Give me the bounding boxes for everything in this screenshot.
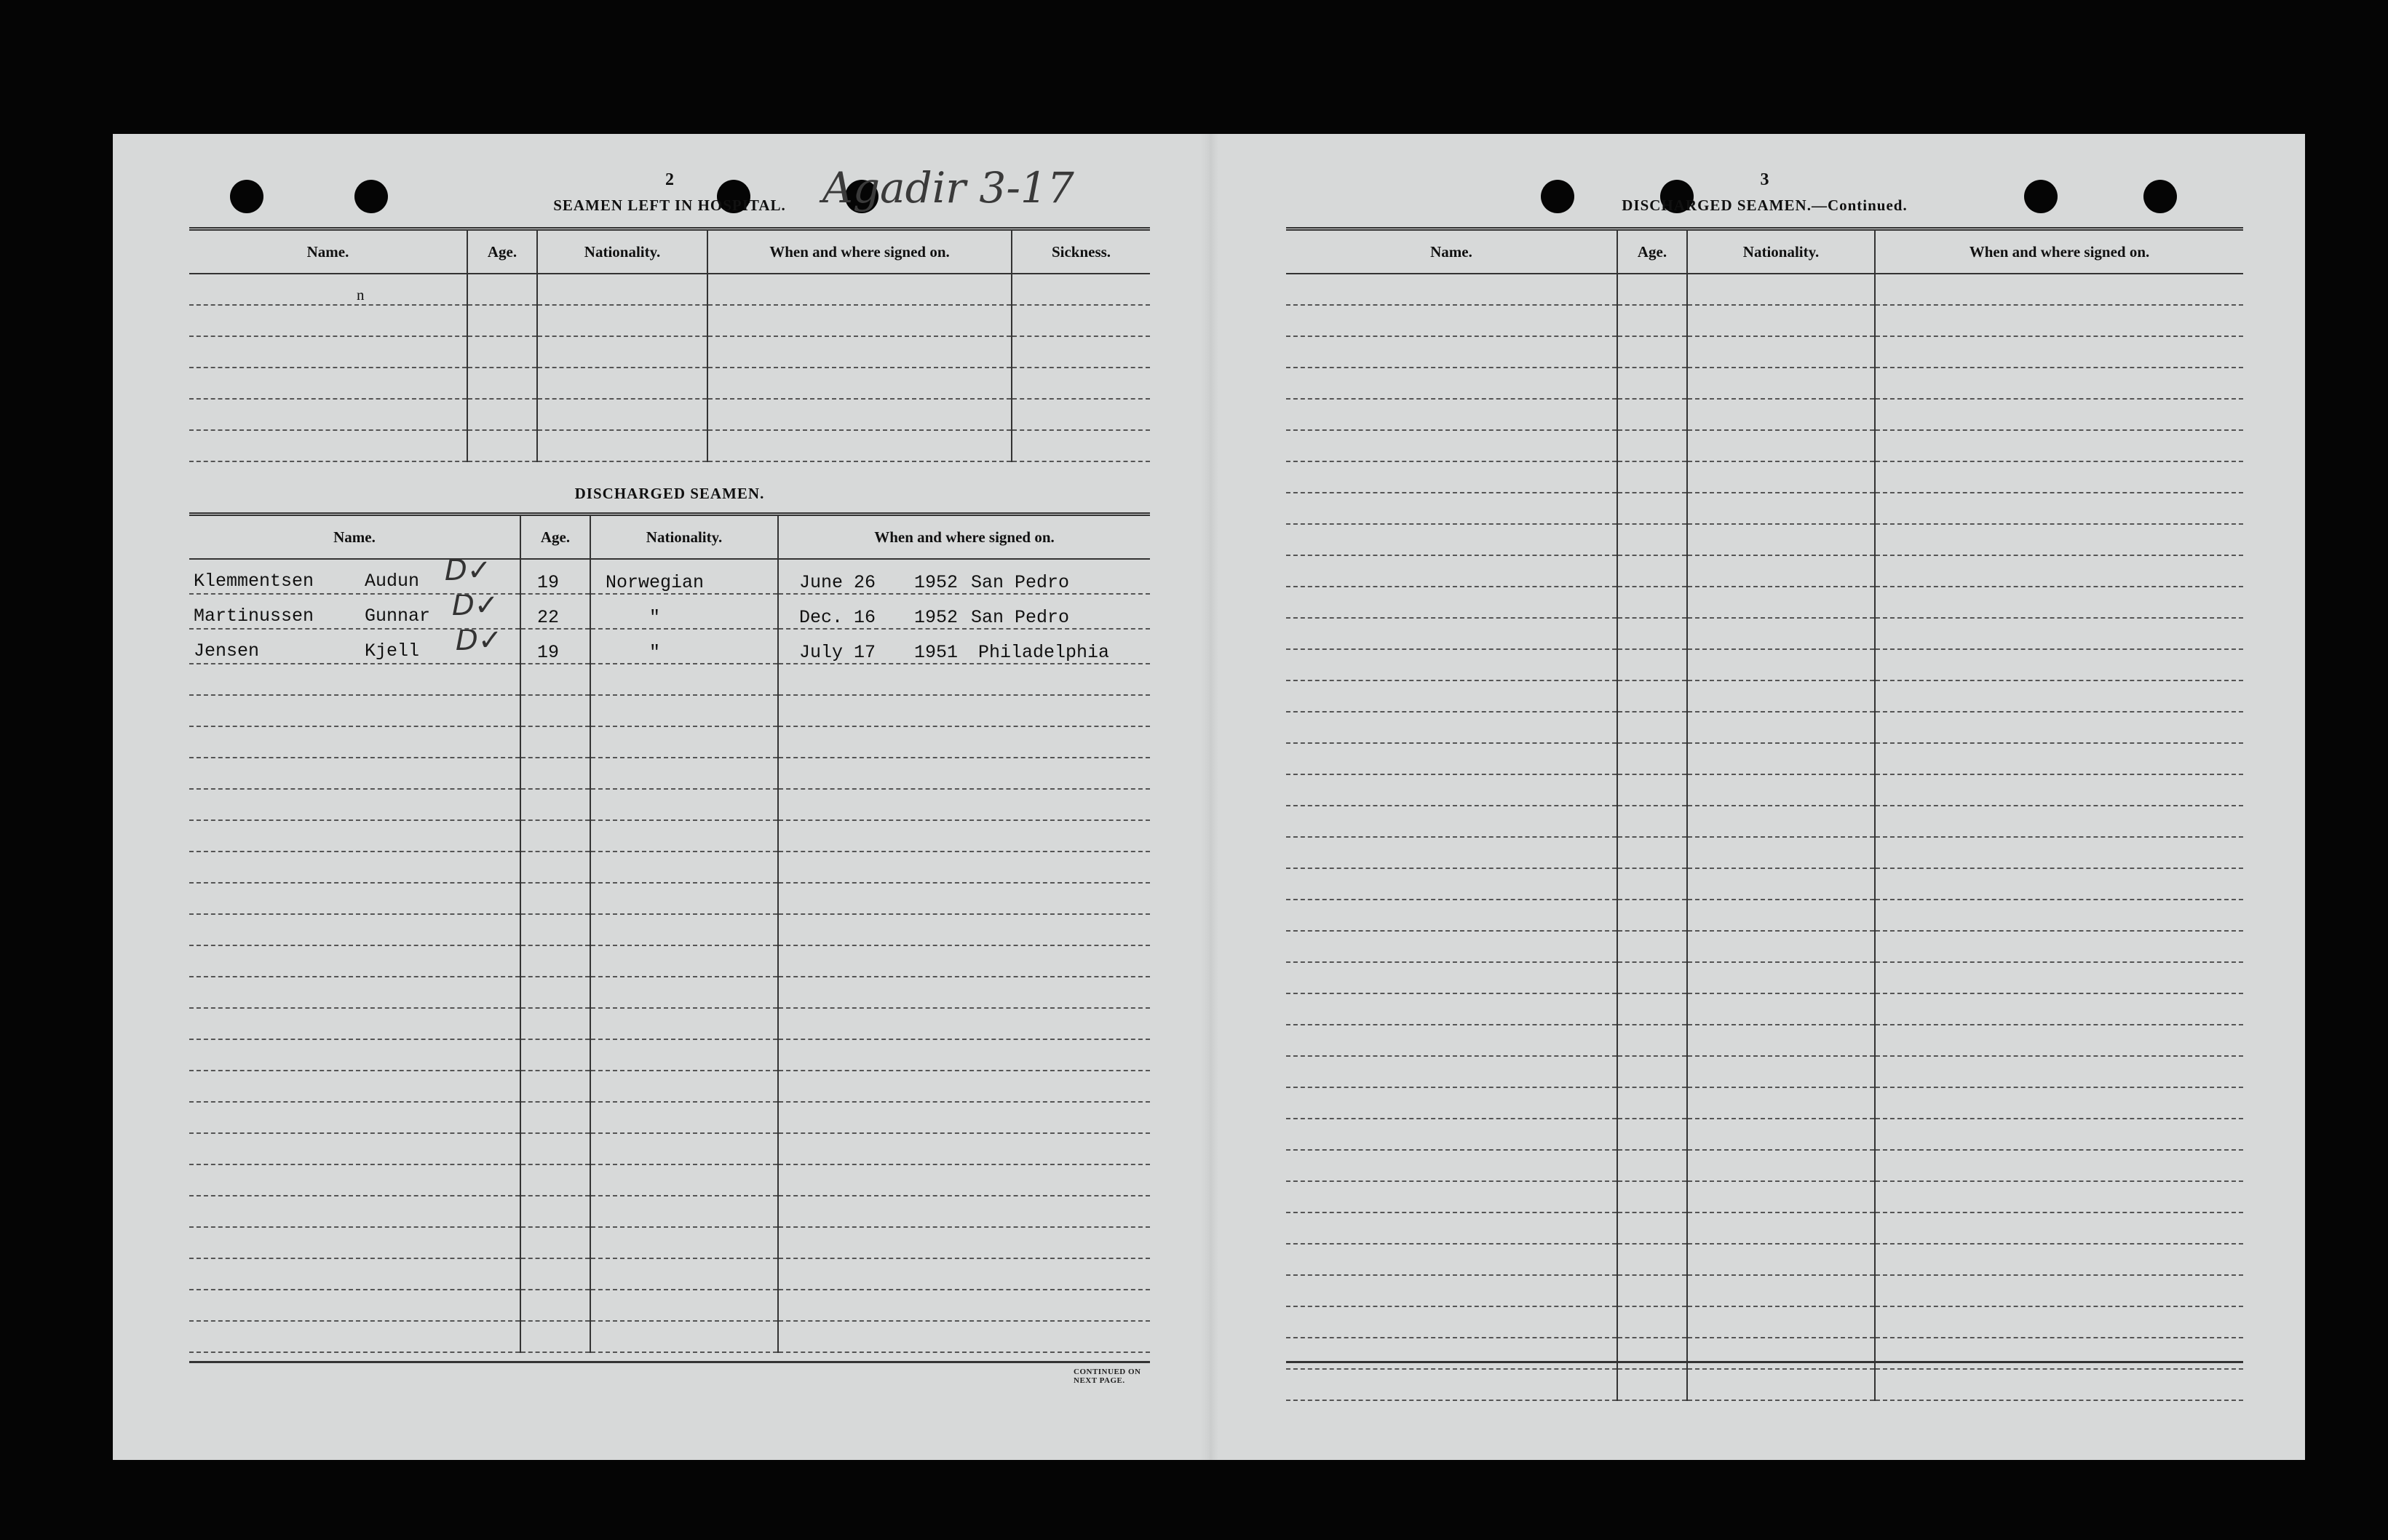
- age-cell: 22: [520, 594, 590, 629]
- table-row: [1286, 399, 2243, 430]
- col-header-name: Name.: [189, 515, 520, 560]
- discharged-header-row: [189, 515, 1150, 560]
- table-row: [1286, 743, 2243, 774]
- col-header-name: Name.: [1286, 229, 1617, 274]
- table-row: [189, 1133, 1150, 1164]
- surname: Jensen: [194, 640, 260, 662]
- table-row: [1286, 368, 2243, 399]
- table-row: [1286, 774, 2243, 806]
- seaman-name-cell: [189, 559, 520, 594]
- col-header-name: Name.: [189, 229, 467, 274]
- signed-on-cell: [778, 559, 1150, 594]
- table-row: [1286, 993, 2243, 1025]
- col-header-signed-on: When and where signed on.: [778, 515, 1150, 560]
- col-header-age: Age.: [467, 229, 537, 274]
- discharged-table: [189, 512, 1150, 1353]
- table-row: [189, 594, 1150, 629]
- page-number: 2: [665, 170, 674, 189]
- table-row: [1286, 931, 2243, 962]
- age-cell: 19: [520, 629, 590, 664]
- col-header-signed-on: When and where signed on.: [707, 229, 1012, 274]
- table-row: [1286, 1150, 2243, 1181]
- nationality-cell: Norwegian: [590, 559, 778, 594]
- discharged-continued-table: [1286, 227, 2243, 1401]
- continued-note: CONTINUED ON NEXT PAGE.: [1074, 1368, 1141, 1385]
- given-name: Audun: [365, 571, 420, 592]
- table-row: [1286, 1306, 2243, 1338]
- table-row: [189, 977, 1150, 1008]
- table-row: [1286, 868, 2243, 900]
- col-header-age: Age.: [1617, 229, 1687, 274]
- signed-on-place: Philadelphia: [978, 642, 1110, 663]
- table-row: [1286, 680, 2243, 712]
- open-register-sheet: [113, 134, 2305, 1460]
- seaman-name-cell: [189, 629, 520, 664]
- table-row: [1286, 712, 2243, 743]
- age-cell: 19: [520, 559, 590, 594]
- seaman-name-cell: [189, 594, 520, 629]
- center-fold: [1201, 134, 1218, 1460]
- continued-header-row: [1286, 229, 2243, 274]
- table-row: [1286, 555, 2243, 587]
- table-row: [189, 789, 1150, 820]
- nationality-cell: ": [590, 629, 778, 664]
- hospital-section-title: SEAMEN LEFT IN HOSPITAL.: [553, 197, 786, 214]
- col-header-nationality: Nationality.: [590, 515, 778, 560]
- signed-on-date: July 17: [799, 642, 876, 663]
- signed-on-year: 1952: [914, 572, 959, 593]
- table-row: [1286, 305, 2243, 336]
- table-row: [1286, 1338, 2243, 1369]
- table-row: [189, 914, 1150, 945]
- table-row: [189, 664, 1150, 695]
- left-page: [189, 134, 1150, 1460]
- table-row: [1286, 1244, 2243, 1275]
- table-row: [189, 1164, 1150, 1196]
- table-row: [1286, 649, 2243, 680]
- signed-on-cell: [778, 594, 1150, 629]
- col-header-nationality: Nationality.: [1687, 229, 1875, 274]
- table-row: [1286, 1369, 2243, 1400]
- discharged-section-title: DISCHARGED SEAMEN.: [574, 485, 765, 502]
- table-row: [189, 820, 1150, 852]
- table-row: [1286, 900, 2243, 931]
- table-row: [1286, 806, 2243, 837]
- table-row: [1286, 493, 2243, 524]
- col-header-nationality: Nationality.: [537, 229, 707, 274]
- col-header-sickness: Sickness.: [1012, 229, 1150, 274]
- signed-on-year: 1951: [914, 642, 959, 663]
- checkmark-icon: D✓: [445, 559, 492, 587]
- table-row: [1286, 524, 2243, 555]
- signed-on-date: June 26: [799, 572, 876, 593]
- signed-on-place: San Pedro: [971, 572, 1070, 593]
- bottom-rule: [1286, 1361, 2243, 1363]
- hospital-header-row: [189, 229, 1150, 274]
- table-row: [1286, 618, 2243, 649]
- table-row: [189, 758, 1150, 789]
- discharged-continued-title: DISCHARGED SEAMEN.—Continued.: [1622, 197, 1908, 214]
- signed-on-cell: [778, 629, 1150, 664]
- table-row: [189, 945, 1150, 977]
- stray-mark: n: [189, 274, 467, 305]
- bottom-rule: [189, 1361, 1150, 1363]
- hospital-table: [189, 227, 1150, 462]
- table-row: [189, 336, 1150, 368]
- table-row: [1286, 1056, 2243, 1087]
- signed-on-year: 1952: [914, 607, 959, 628]
- table-row: [1286, 336, 2243, 368]
- table-row: [1286, 1087, 2243, 1119]
- signed-on-date: Dec. 16: [799, 607, 876, 628]
- table-row: [189, 305, 1150, 336]
- table-row: [189, 559, 1150, 594]
- checkmark-icon: D✓: [452, 594, 499, 622]
- table-row: [189, 1321, 1150, 1352]
- given-name: Kjell: [365, 640, 420, 662]
- nationality-cell: ": [590, 594, 778, 629]
- table-row: [1286, 1212, 2243, 1244]
- table-row: [189, 1290, 1150, 1321]
- table-row: [189, 1227, 1150, 1258]
- table-row: [1286, 587, 2243, 618]
- table-row: [189, 1102, 1150, 1133]
- page-number: 3: [1760, 170, 1769, 189]
- table-row: [189, 399, 1150, 430]
- table-row: [189, 883, 1150, 914]
- table-row: [1286, 461, 2243, 493]
- checkmark-icon: D✓: [456, 629, 503, 657]
- table-row: [189, 1039, 1150, 1071]
- table-row: [189, 695, 1150, 726]
- table-row: [189, 1071, 1150, 1102]
- table-row: [189, 629, 1150, 664]
- table-row: [189, 852, 1150, 883]
- table-row: [1286, 1025, 2243, 1056]
- surname: Klemmentsen: [194, 571, 314, 592]
- table-row: [1286, 962, 2243, 993]
- given-name: Gunnar: [365, 606, 431, 627]
- table-row: [189, 368, 1150, 399]
- table-row: [189, 1008, 1150, 1039]
- table-row: [1286, 837, 2243, 868]
- handwritten-annotation: Agadir 3-17: [822, 163, 1074, 213]
- right-page: [1286, 134, 2243, 1460]
- table-row: [1286, 274, 2243, 305]
- table-row: [189, 726, 1150, 758]
- col-header-age: Age.: [520, 515, 590, 560]
- table-row: [1286, 430, 2243, 461]
- signed-on-place: San Pedro: [971, 607, 1070, 628]
- table-row: [1286, 1119, 2243, 1150]
- table-row: [189, 1258, 1150, 1290]
- table-row: [189, 430, 1150, 461]
- table-row: [1286, 1275, 2243, 1306]
- surname: Martinussen: [194, 606, 314, 627]
- table-row: [1286, 1181, 2243, 1212]
- col-header-signed-on: When and where signed on.: [1875, 229, 2243, 274]
- table-row: [189, 274, 1150, 305]
- table-row: [189, 1196, 1150, 1227]
